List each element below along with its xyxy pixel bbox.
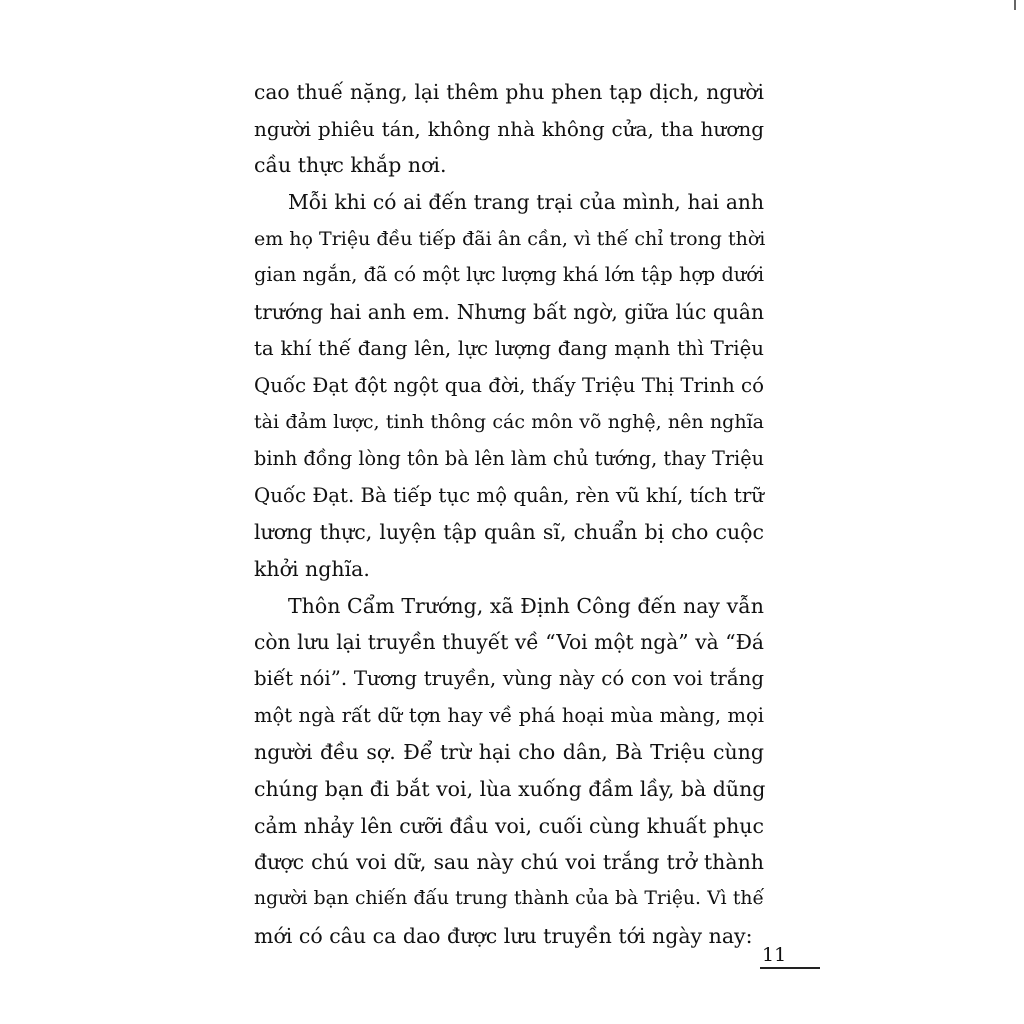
text-line: ta khí thế đang lên, lực lượng đang mạnh thì Triệu	[254, 336, 764, 360]
text-line: Mỗi khi có ai đến trang trại của mình, hai anh	[288, 190, 764, 215]
text-line: trướng hai anh em. Nhưng bất ngờ, giữa lúc quân	[254, 300, 764, 325]
page-number-underline	[760, 967, 820, 969]
paragraph-2	[254, 184, 764, 588]
text-line: người đều sợ. Để trừ hại cho dân, Bà Triệu cùng	[254, 740, 764, 765]
paragraph-1	[254, 74, 764, 184]
text-line: cảm nhảy lên cưỡi đầu voi, cuối cùng khuất phục	[254, 813, 764, 838]
text-line: em họ Triệu đều tiếp đãi ân cần, vì thế chỉ trong thời	[254, 227, 766, 250]
text-line: Quốc Đạt. Bà tiếp tục mộ quân, rèn vũ khí, tích trữ	[254, 483, 764, 507]
text-line: người phiêu tán, không nhà không cửa, tha hương	[254, 116, 764, 141]
text-line: còn lưu lại truyền thuyết về “Voi một ngà” và “Đá	[254, 630, 764, 655]
scan-edge-mark	[1014, 0, 1016, 10]
text-line: binh đồng lòng tôn bà lên làm chủ tướng, thay Triệu	[254, 446, 764, 470]
paragraph-3	[254, 588, 764, 955]
text-line: gian ngắn, đã có một lực lượng khá lớn tập hợp dưới	[254, 263, 764, 287]
text-line: một ngà rất dữ tợn hay về phá hoại mùa màng, mọi	[254, 703, 764, 727]
page-number: 11	[762, 944, 787, 966]
text-line: mới có câu ca dao được lưu truyền tới ngày nay:	[254, 923, 753, 948]
text-line: biết nói”. Tương truyền, vùng này có con voi trắng	[254, 667, 764, 690]
text-line: khởi nghĩa.	[254, 556, 370, 581]
text-line: Thôn Cẩm Trướng, xã Định Công đến nay vẫn	[288, 593, 764, 618]
text-line: được chú voi dữ, sau này chú voi trắng trở thành	[254, 850, 764, 875]
text-line: lương thực, luyện tập quân sĩ, chuẩn bị cho cuộc	[254, 520, 764, 545]
text-line: Quốc Đạt đột ngột qua đời, thấy Triệu Thị Trinh có	[254, 373, 764, 397]
text-line: cầu thực khắp nơi.	[254, 153, 447, 178]
text-line: cao thuế nặng, lại thêm phu phen tạp dịch, người	[254, 80, 764, 104]
text-line: chúng bạn đi bắt voi, lùa xuống đầm lầy, bà dũng	[254, 777, 766, 802]
text-line: tài đảm lược, tinh thông các môn võ nghệ, nên nghĩa	[254, 411, 764, 434]
body-text	[254, 74, 764, 955]
text-line: người bạn chiến đấu trung thành của bà Triệu. Vì thế	[254, 888, 764, 910]
